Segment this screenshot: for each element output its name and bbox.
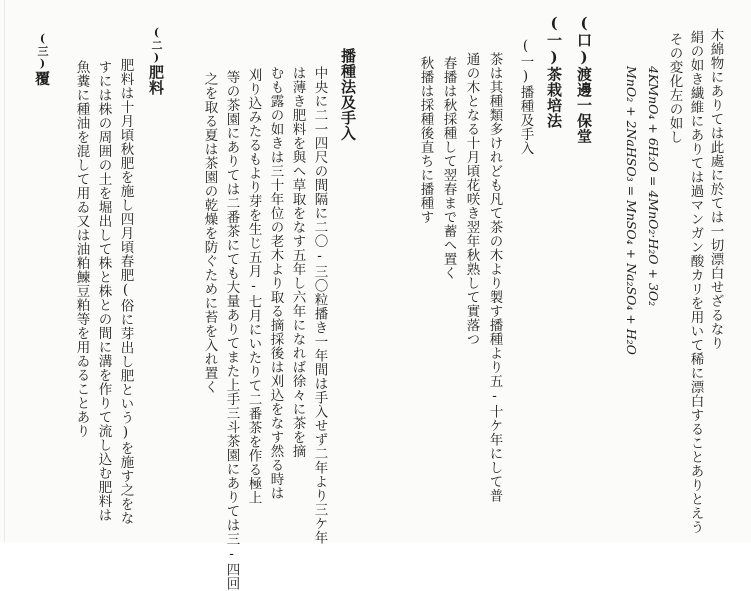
text-column-10: むも露の如きは三十年位の老木より取る摘採後は刈込をなす然る時は: [267, 66, 284, 500]
section-2-heading: [148, 26, 163, 96]
section-2-number: (二): [150, 26, 163, 65]
text-column-5: 通の木となる十月頃花咲き翌年秋熟して實落つ: [463, 52, 480, 346]
subsection-heading: (一)播種及手入: [517, 38, 534, 155]
text-column-2: 絹の如き繊維にありては過マンガン酸カリを用いて稀に漂白することありとえう: [687, 30, 704, 534]
section-1-title: 茶栽培法: [545, 66, 563, 129]
text-column-11: 刈り込みたるもより芽を生じ五月-七月にいたりて二番茶を作る極上: [245, 68, 262, 505]
text-column-1: 木綿物にありては此處に於ては一切漂白せざるなり: [707, 28, 724, 350]
section-1-heading: [546, 14, 561, 129]
text-column-14: 肥料は十月頃秋肥を施し四月頃春肥(俗に芽出し肥という)を施す之をな: [117, 58, 134, 525]
text-column-9: は薄き肥料を與へ草取をなす五年し六年になれば徐々に茶を摘: [289, 66, 306, 458]
section-3-heading: [34, 32, 49, 86]
text-column-12: 等の茶園にありては二番茶にても大量ありてまた上手三斗茶園にありては三-四回: [223, 70, 240, 591]
sowing-heading: 播種法及手入: [339, 48, 357, 141]
text-column-13: 之を取る夏は茶園の乾燥を防ぐために苔を入れ置く: [201, 72, 218, 394]
section-1-number: (一): [545, 14, 563, 67]
section-3-number: (三): [36, 32, 49, 71]
author-heading: (口)渡邊一保堂: [575, 14, 593, 144]
text-column-8: 中央に二一四尺の間隔に二〇-三〇粒播き一年間は手入せず二年より三ケ年: [311, 66, 328, 545]
section-3-title: 覆: [33, 70, 51, 86]
section-2-title: 肥料: [147, 64, 165, 96]
equation-1: 4KMnO₄ + 6H₂O = 4MnO₂·H₂O + 3O₂: [646, 66, 661, 307]
page-edge: [4, 0, 5, 542]
text-column-6: 春播は秋採種して翌春まで蓄へ置く: [440, 56, 457, 280]
text-column-16: 魚糞に種油を混して用ゐ又は油粕鰊豆粕等を用ゐることあり: [73, 60, 90, 438]
text-column-4: 茶は其種類多けれども凡て茶の木より製す播種より五-十ケ年にして普: [486, 52, 503, 503]
text-column-15: すには株の周囲の土を堀出して株と株との間に溝を作りて流し込む肥料は: [95, 60, 112, 522]
equation-2: MnO₂ + 2NaHSO₃ = MnSO₄ + Na₂SO₄ + H₂O: [624, 66, 639, 355]
text-column-7: 秋播は採種後直ちに播種す: [417, 56, 434, 224]
text-column-3: その変化左の如し: [666, 32, 683, 144]
